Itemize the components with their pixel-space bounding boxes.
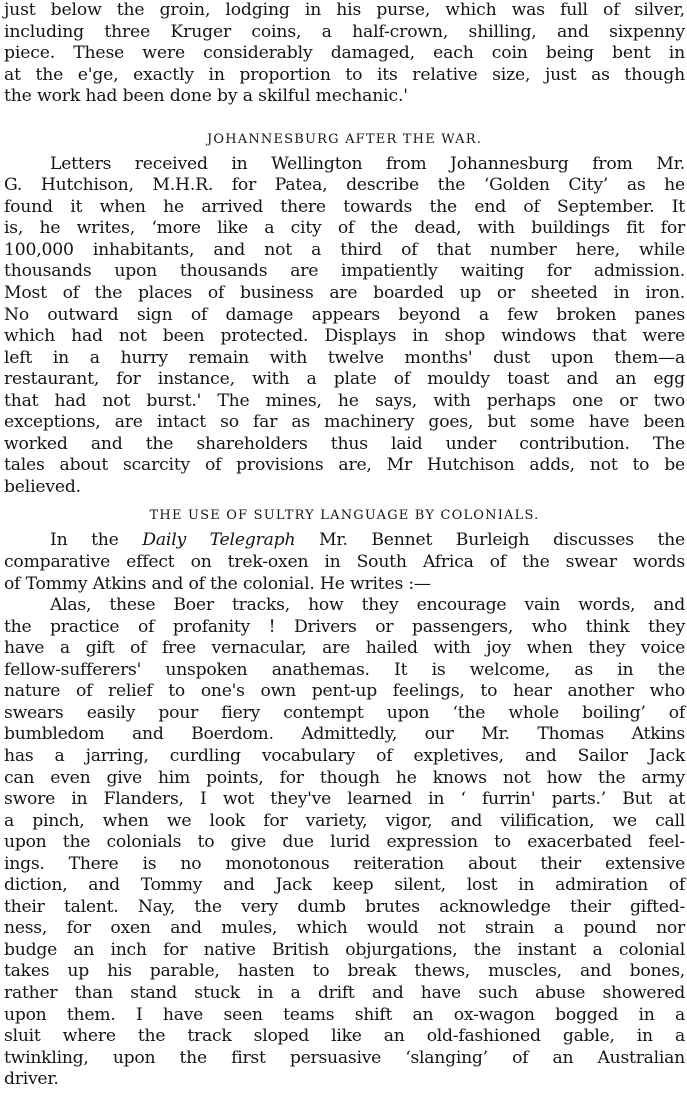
text-line: restaurant, for instance, with a plate of mouldy toast and an egg bbox=[4, 369, 685, 390]
text-line: budge an inch for native British objurgations, the instant a colonial bbox=[4, 939, 685, 960]
text-line: exceptions, are intact so far as machinery goes, but some have been bbox=[4, 412, 685, 433]
text-line: tales about scarcity of provisions are, Mr Hutchison adds, not to be bbox=[4, 455, 685, 476]
text-line: upon the colonials to give due lurid expression to exacerbated feel- bbox=[4, 832, 685, 853]
text-line: their talent. Nay, the very dumb brutes acknowledge their gifted- bbox=[4, 896, 685, 917]
text-line bbox=[4, 530, 685, 552]
text-fragment: Mr. Bennet Burleigh discusses the bbox=[295, 530, 685, 551]
text-line: that had not burst.' The mines, he says, with perhaps one or two bbox=[4, 390, 685, 411]
text-line: thousands upon thousands are impatiently waiting for admission. bbox=[4, 261, 685, 282]
text-line: worked and the shareholders thus laid under contribution. The bbox=[4, 433, 685, 454]
section-heading-sultry-language: THE USE OF SULTRY LANGUAGE BY COLONIALS. bbox=[149, 508, 540, 524]
text-line: has a jarring, curdling vocabulary of expletives, and Sailor Jack bbox=[4, 745, 685, 766]
text-line: nature of relief to one's own pent-up feelings, to hear another who bbox=[4, 681, 685, 702]
text-line: Letters received in Wellington from Johannesburg from Mr. bbox=[50, 153, 685, 174]
text-line: Most of the places of business are boarded up or sheeted in iron. bbox=[4, 283, 685, 304]
text-line: ings. There is no monotonous reiteration about their extensive bbox=[4, 853, 685, 874]
text-line: bumbledom and Boerdom. Admittedly, our Mr. Thomas Atkins bbox=[4, 724, 685, 745]
text-line: at the e'ge, exactly in proportion to its relative size, just as though bbox=[4, 64, 685, 85]
text-line: left in a hurry remain with twelve months' dust upon them—a bbox=[4, 347, 685, 368]
text-line: believed. bbox=[4, 476, 81, 497]
text-line: G. Hutchison, M.H.R. for Patea, describe the ‘Golden City’ as he bbox=[4, 175, 685, 196]
section-heading-johannesburg: JOHANNESBURG AFTER THE WAR. bbox=[206, 131, 483, 147]
quotation-paragraph bbox=[4, 595, 685, 1091]
newspaper-column bbox=[4, 0, 685, 1091]
text-line: rather than stand stuck in a drift and have such abuse showered bbox=[4, 982, 685, 1003]
text-line: piece. These were considerably damaged, each coin being bent in bbox=[4, 43, 685, 64]
intro-paragraph bbox=[4, 0, 685, 108]
text-line: the practice of profanity ! Drivers or passengers, who think they bbox=[4, 616, 685, 637]
text-line: a pinch, when we look for variety, vigor, and vilification, we call bbox=[4, 810, 685, 831]
text-line: the work had been done by a skilful mechanic.' bbox=[4, 86, 408, 107]
text-line: have a gift of free vernacular, are hailed with joy when they voice bbox=[4, 638, 685, 659]
text-line: takes up his parable, hasten to break thews, muscles, and bones, bbox=[4, 961, 685, 982]
text-line: including three Kruger coins, a half-crown, shilling, and sixpenny bbox=[4, 21, 685, 42]
text-line: ness, for oxen and mules, which would not strain a pound nor bbox=[4, 918, 685, 939]
text-line: can even give him points, for though he knows not how the army bbox=[4, 767, 685, 788]
text-line: found it when he arrived there towards the end of September. It bbox=[4, 196, 685, 217]
text-line: sluit where the track sloped like an old-fashioned gable, in a bbox=[4, 1026, 685, 1047]
johannesburg-paragraph bbox=[4, 154, 685, 499]
text-line: comparative effect on trek-oxen in South Africa of the swear words bbox=[4, 552, 685, 573]
text-fragment: In the bbox=[50, 530, 143, 551]
text-line: twinkling, upon the first persuasive ‘slanging’ of an Australian bbox=[4, 1047, 685, 1068]
text-line: swears easily pour fiery contempt upon ‘the whole boiling’ of bbox=[4, 702, 685, 723]
text-line: 100,000 inhabitants, and not a third of that number here, while bbox=[4, 239, 685, 260]
telegraph-paragraph bbox=[4, 530, 685, 595]
text-line: No outward sign of damage appears beyond a few broken panes bbox=[4, 304, 685, 325]
text-line: driver. bbox=[4, 1069, 59, 1090]
text-line: swore in Flanders, I wot they've learned in ‘ furrin' parts.’ But at bbox=[4, 789, 685, 810]
text-line: is, he writes, ‘more like a city of the dead, with buildings fit for bbox=[4, 218, 685, 239]
text-line: diction, and Tommy and Jack keep silent, lost in admiration of bbox=[4, 875, 685, 896]
text-line: which had not been protected. Displays in shop windows that were bbox=[4, 326, 685, 347]
text-line: just below the groin, lodging in his purse, which was full of silver, bbox=[4, 0, 685, 20]
text-line: of Tommy Atkins and of the colonial. He writes :— bbox=[4, 573, 431, 594]
text-line: fellow-sufferers' unspoken anathemas. It is welcome, as in the bbox=[4, 659, 685, 680]
publication-title: Daily Telegraph bbox=[142, 530, 296, 551]
text-line: Alas, these Boer tracks, how they encourage vain words, and bbox=[50, 595, 685, 616]
text-line: upon them. I have seen teams shift an ox-wagon bogged in a bbox=[4, 1004, 685, 1025]
